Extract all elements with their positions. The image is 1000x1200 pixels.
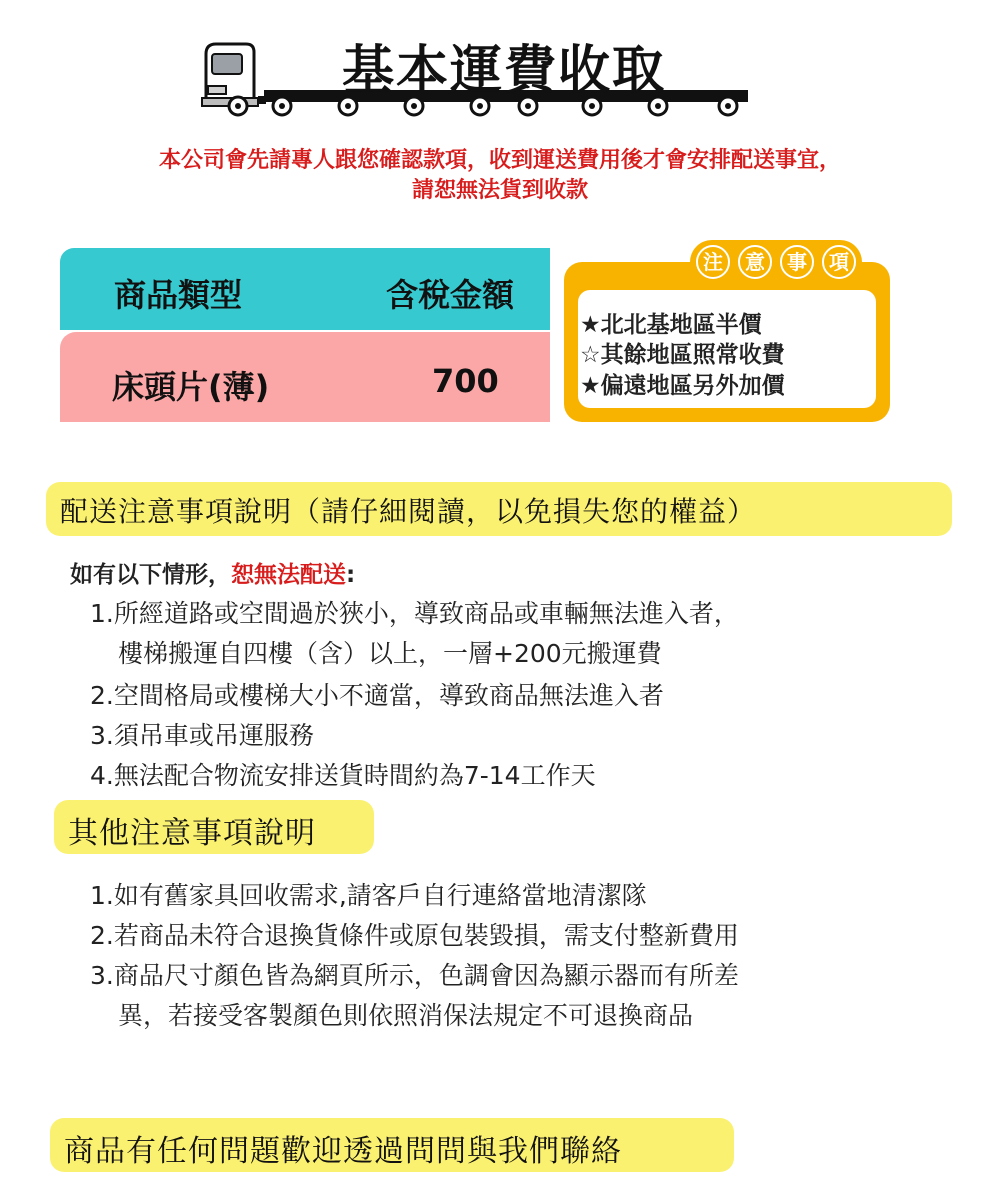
list-item: 異，若接受客製顏色則依照消保法規定不可退換商品 [118,1001,694,1030]
price-cell: 700 [432,362,499,400]
note-tag-char: 注 [696,245,730,279]
header-price-incl-tax: 含稅金額 [386,276,515,314]
product-type-cell: 床頭片(薄) [112,368,270,406]
header-product-type: 商品類型 [114,276,243,314]
intro-suffix: : [346,562,356,588]
list-item: 1.如有舊家具回收需求,請客戶自行連絡當地清潔隊 [90,881,647,910]
list-item: 3.須吊車或吊運服務 [90,721,314,750]
list-item: 2.空間格局或樓梯大小不適當，導致商品無法進入者 [90,681,664,710]
note-tag-char: 項 [822,245,856,279]
note-line: ☆其餘地區照常收費 [580,342,785,368]
other-notes-banner [54,800,374,854]
list-item: 4.無法配合物流安排送貨時間約為7-14工作天 [90,761,596,790]
price-table-header [60,248,550,330]
payment-notice-line2: 請恕無法貨到收款 [411,178,588,203]
contact-banner [50,1118,734,1172]
table-row [60,332,550,422]
intro-prefix: 如有以下情形， [70,562,231,588]
banner-text: 商品有任何問題歡迎透過問問與我們聯絡 [64,1134,622,1169]
note-tag-char: 事 [780,245,814,279]
note-line: ★北北基地區半價 [580,312,762,338]
note-line: ★偏遠地區另外加價 [580,373,785,399]
payment-notice-line1: 本公司會先請專人跟您確認款項，收到運送費用後才會安排配送事宜， [158,148,841,173]
list-item: 2.若商品未符合退換貨條件或原包裝毀損，需支付整新費用 [90,921,739,950]
delivery-intro [70,556,355,589]
list-item: 樓梯搬運自四樓（含）以上，一層+200元搬運費 [118,639,662,668]
intro-red: 恕無法配送 [231,562,346,588]
delivery-notes-banner [46,482,952,536]
list-item: 3.商品尺寸顏色皆為網頁所示，色調會因為顯示器而有所差 [90,961,739,990]
banner-text: 其他注意事項說明 [68,816,316,851]
note-tag-char: 意 [738,245,772,279]
note-tag [690,240,862,284]
page-title: 基本運費收取 [342,40,667,101]
list-item: 1.所經道路或空間過於狹小，導致商品或車輛無法進入者， [90,599,739,628]
banner-text: 配送注意事項說明（請仔細閱讀，以免損失您的權益） [60,495,757,528]
